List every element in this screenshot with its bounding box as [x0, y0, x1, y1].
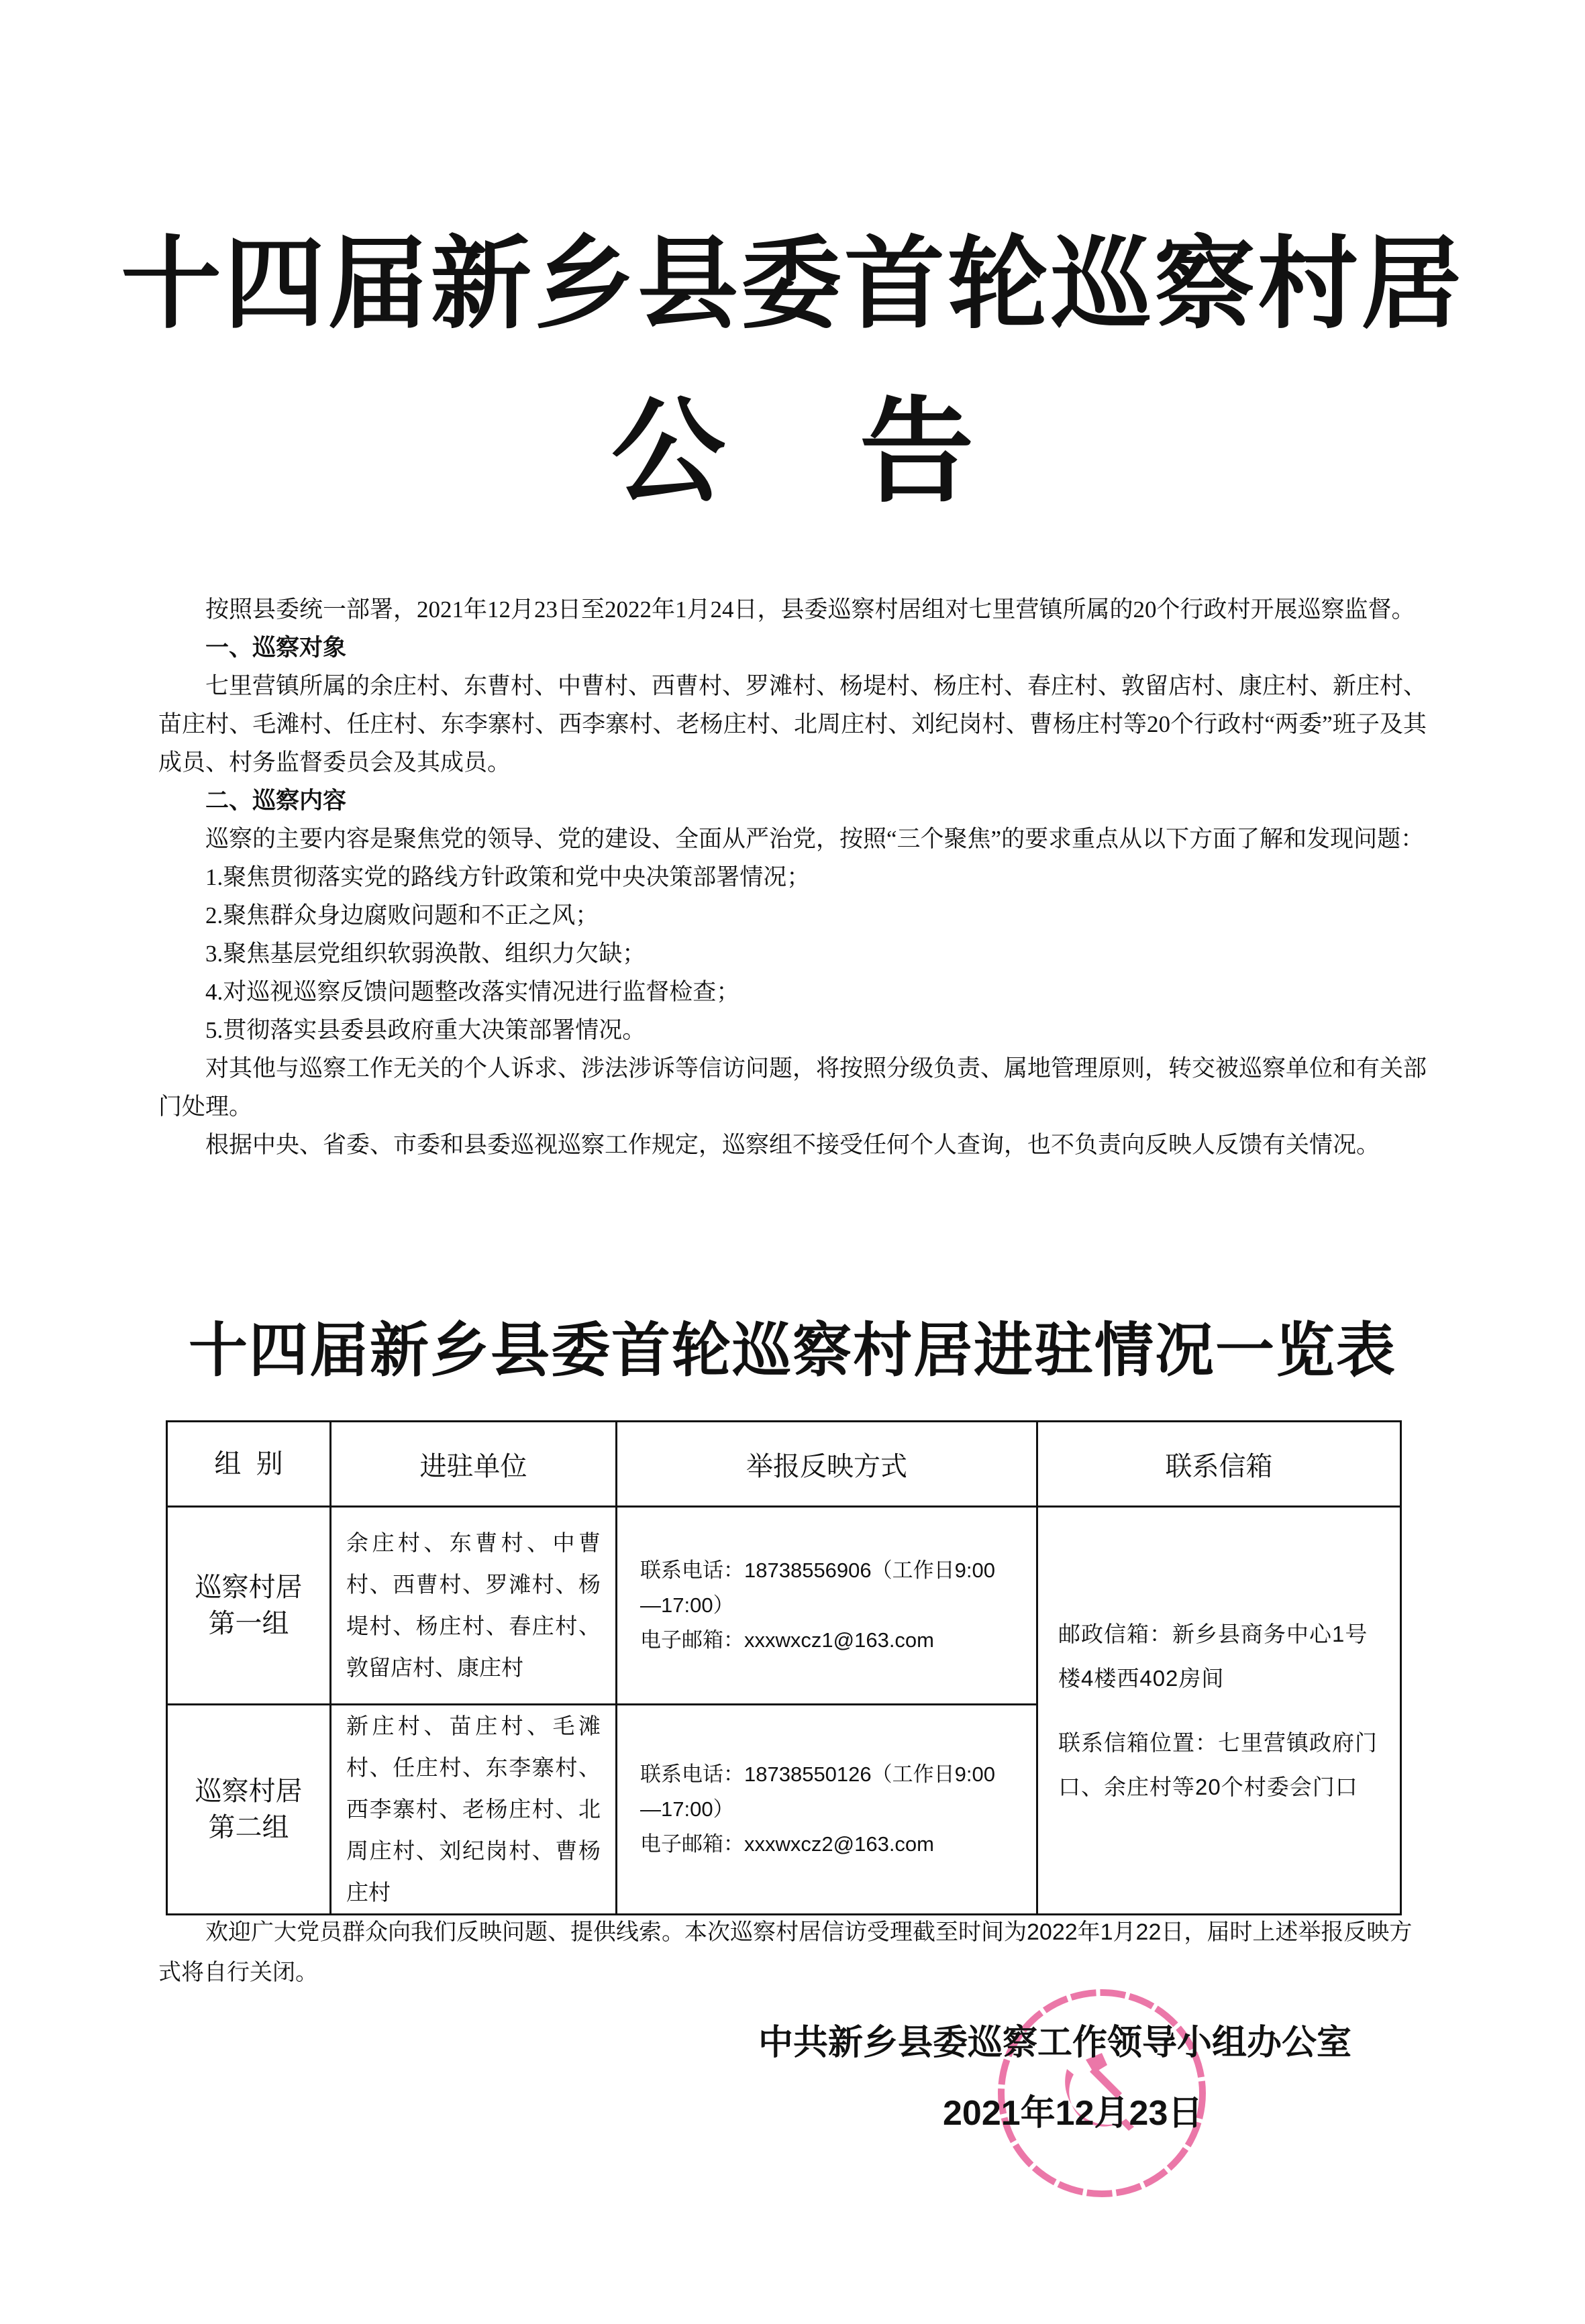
- phone-text: 联系电话：18738556906（工作日9:00—17:00）: [640, 1559, 995, 1617]
- closing-text: 欢迎广大党员群众向我们反映问题、提供线索。本次巡察村居信访受理截至时间为2022年1月22日，届时上述举报反映方式将自行关闭。: [158, 1919, 1413, 1985]
- report-cell: [617, 1705, 1037, 1915]
- signature-date: 2021年12月23日: [943, 2094, 1203, 2133]
- mailbox-location: 联系信箱位置：七里营镇政府门口、余庄村等20个村委会门口: [1058, 1730, 1378, 1799]
- content-paragraph: 巡察的主要内容是聚焦党的领导、党的建设、全面从严治党，按照“三个聚焦”的要求重点从以下方面了解和发现问题：: [205, 826, 1425, 852]
- focus-item: 5.贯彻落实县委县政府重大决策部署情况。: [205, 1017, 646, 1043]
- email-link[interactable]: 电子邮箱：xxxwxcz1@163.com: [640, 1628, 934, 1652]
- group-name: 巡察村居: [195, 1573, 303, 1602]
- deployment-table: [166, 1420, 1402, 1915]
- header-mailbox: 联系信箱: [1037, 1422, 1401, 1507]
- notice-body: [158, 590, 1427, 1302]
- report-cell: [617, 1507, 1037, 1705]
- notice-title: 十四届新乡县委首轮巡察村居: [120, 229, 1464, 341]
- phone-text: 联系电话：18738550126（工作日9:00—17:00）: [640, 1762, 995, 1821]
- table-title: 十四届新乡县委首轮巡察村居进驻情况一览表: [188, 1319, 1396, 1384]
- focus-item: 2.聚焦群众身边腐败问题和不正之风；: [205, 902, 599, 929]
- email-link[interactable]: 电子邮箱：xxxwxcz2@163.com: [640, 1832, 934, 1856]
- units-cell: 新庄村、苗庄村、毛滩村、任庄村、东李寨村、西李寨村、老杨庄村、北周庄村、刘纪岗村、曹杨庄村: [331, 1705, 617, 1915]
- mailbox-cell: [1037, 1507, 1401, 1915]
- header-report-methods: 举报反映方式: [617, 1422, 1037, 1507]
- section-heading-targets: 一、巡察对象: [205, 635, 347, 661]
- section-heading-content: 二、巡察内容: [205, 788, 347, 814]
- signature-org: 中共新乡县委巡察工作领导小组办公室: [758, 2023, 1352, 2062]
- header-units: 进驻单位: [331, 1422, 617, 1507]
- targets-paragraph: 七里营镇所属的余庄村、东曹村、中曹村、西曹村、罗滩村、杨堤村、杨庄村、春庄村、敦留店村、康庄村、新庄村、苗庄村、毛滩村、任庄村、东李寨村、西李寨村、老杨庄村、北周庄村、刘纪岗村、曹杨庄村等20个行政村“两委”班子及其成员、村务监督委员会及其成员。: [158, 673, 1427, 776]
- group-cell: [167, 1705, 331, 1915]
- closing-paragraph: [158, 1912, 1427, 1993]
- subtitle-char: 告: [860, 390, 974, 516]
- focus-item: 4.对巡视巡察反馈问题整改落实情况进行监督检查；: [205, 979, 740, 1005]
- group-name: 巡察村居: [195, 1777, 303, 1806]
- postal-mailbox: 邮政信箱：新乡县商务中心1号楼4楼西402房间: [1058, 1621, 1368, 1691]
- units-cell: 余庄村、东曹村、中曹村、西曹村、罗滩村、杨堤村、杨庄村、春庄村、敦留店村、康庄村: [331, 1507, 617, 1705]
- header-group: 组 别: [167, 1422, 331, 1507]
- group-number: 第一组: [208, 1609, 289, 1638]
- intro-paragraph: 按照县委统一部署，2021年12月23日至2022年1月24日，县委巡察村居组对七里营镇所属的20个行政村开展巡察监督。: [205, 596, 1415, 623]
- group-cell: [167, 1507, 331, 1705]
- notice-subtitle: [0, 389, 1585, 517]
- no-inquiry-paragraph: 根据中央、省委、市委和县委巡视巡察工作规定，巡察组不接受任何个人查询，也不负责向反映人反馈有关情况。: [205, 1132, 1380, 1158]
- referral-paragraph: 对其他与巡察工作无关的个人诉求、涉法涉诉等信访问题，将按照分级负责、属地管理原则，转交被巡察单位和有关部门处理。: [158, 1055, 1427, 1120]
- focus-item: 1.聚焦贯彻落实党的路线方针政策和党中央决策部署情况；: [205, 864, 811, 890]
- focus-item: 3.聚焦基层党组织软弱涣散、组织力欠缺；: [205, 941, 646, 967]
- table-row: [167, 1507, 1401, 1705]
- table-header-row: [167, 1422, 1401, 1507]
- group-number: 第二组: [208, 1813, 289, 1842]
- subtitle-char: 公: [611, 390, 725, 516]
